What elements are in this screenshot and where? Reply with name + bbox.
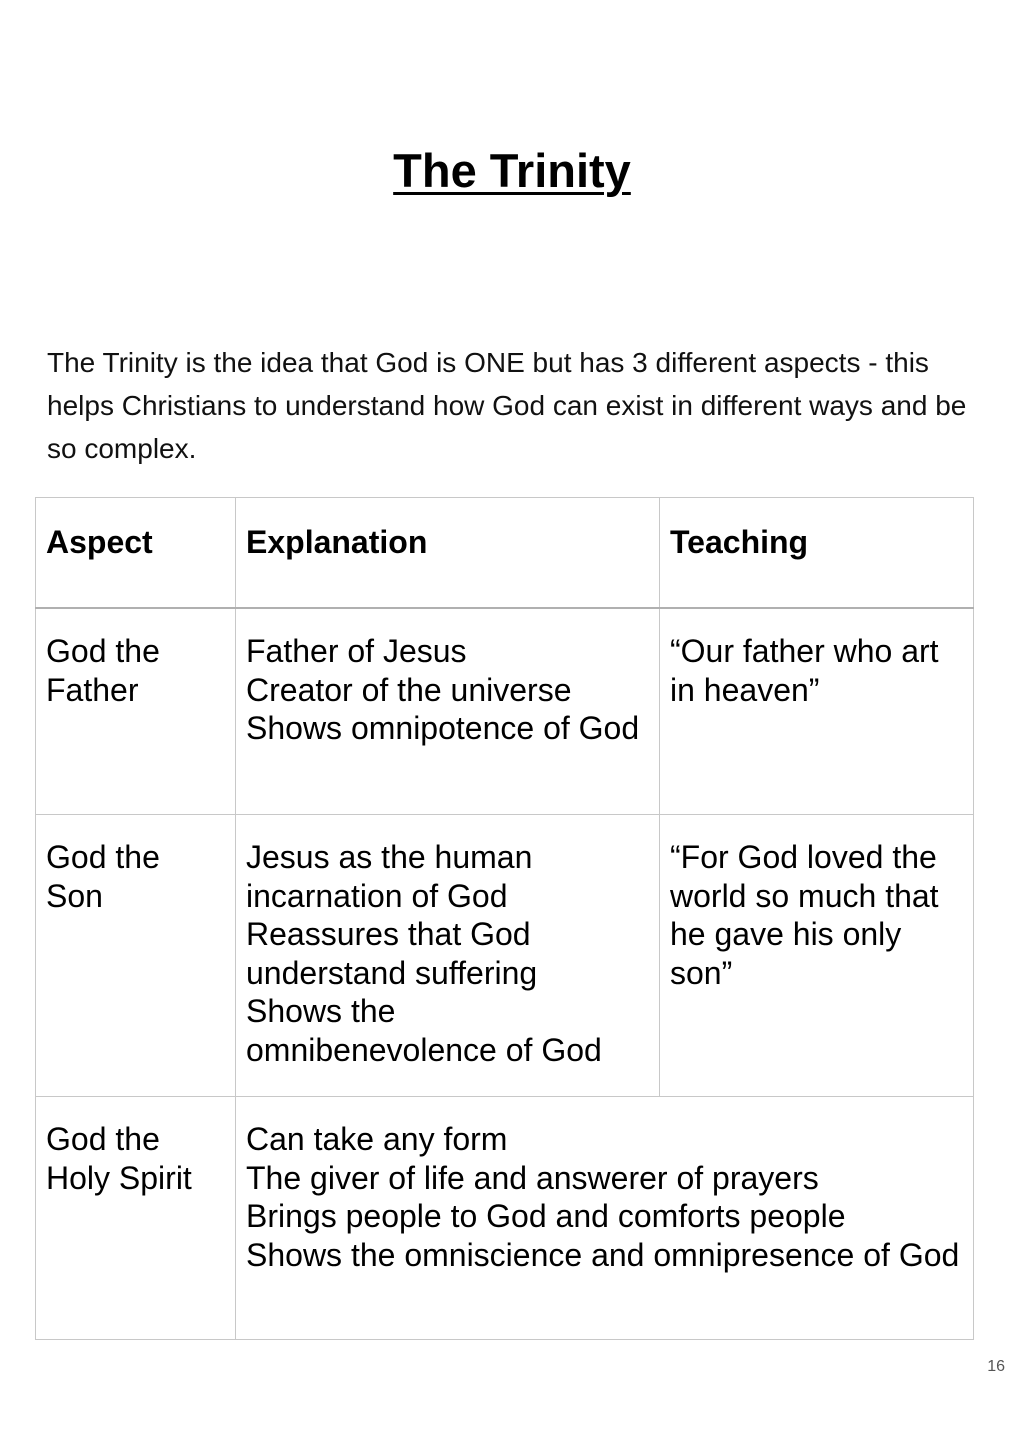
trinity-table [35, 497, 974, 1340]
header-explanation: Explanation [236, 498, 660, 609]
explanation-cell [236, 1097, 974, 1340]
intro-paragraph: The Trinity is the idea that God is ONE but has 3 different aspects - this helps Christians to understand how God can exist in different ways and be so complex. [47, 347, 967, 464]
teaching-cell [660, 815, 974, 1097]
explanation-line: Shows the omnibenevolence of God [246, 993, 602, 1068]
table-header-row [36, 498, 974, 609]
explanation-line: Brings people to God and comforts people [246, 1198, 846, 1234]
explanation-line: Shows omnipotence of God [246, 710, 640, 746]
aspect-cell [36, 1097, 236, 1340]
header-aspect: Aspect [36, 498, 236, 609]
table-row [36, 1097, 974, 1340]
aspect-text: Holy Spirit [46, 1159, 192, 1196]
explanation-line: Can take any form [246, 1121, 508, 1157]
aspect-text: God the [46, 839, 160, 875]
aspect-text: God the [46, 633, 160, 669]
explanation-line: Jesus as the human incarnation of God [246, 839, 533, 914]
aspect-cell [36, 608, 236, 815]
teaching-quote: “Our father who art in heaven” [670, 633, 939, 708]
aspect-text: Father [46, 671, 139, 708]
page-title: The Trinity [393, 144, 631, 197]
page-number: 16 [987, 1358, 1005, 1375]
aspect-text: God the [46, 1121, 160, 1157]
explanation-line: Father of Jesus [246, 633, 467, 669]
explanation-line: Creator of the universe [246, 671, 572, 708]
header-teaching: Teaching [660, 498, 974, 609]
explanation-cell [236, 608, 660, 815]
explanation-line: The giver of life and answerer of prayers [246, 1159, 819, 1196]
table-row [36, 608, 974, 815]
explanation-line: Shows the omniscience and omnipresence of God [246, 1236, 960, 1273]
teaching-quote: “For God loved the world so much that he gave his only son” [670, 839, 939, 991]
table-row [36, 815, 974, 1097]
teaching-cell [660, 608, 974, 815]
aspect-cell [36, 815, 236, 1097]
explanation-line: Reassures that God understand suffering [246, 916, 538, 991]
explanation-cell [236, 815, 660, 1097]
aspect-text: Son [46, 877, 103, 914]
